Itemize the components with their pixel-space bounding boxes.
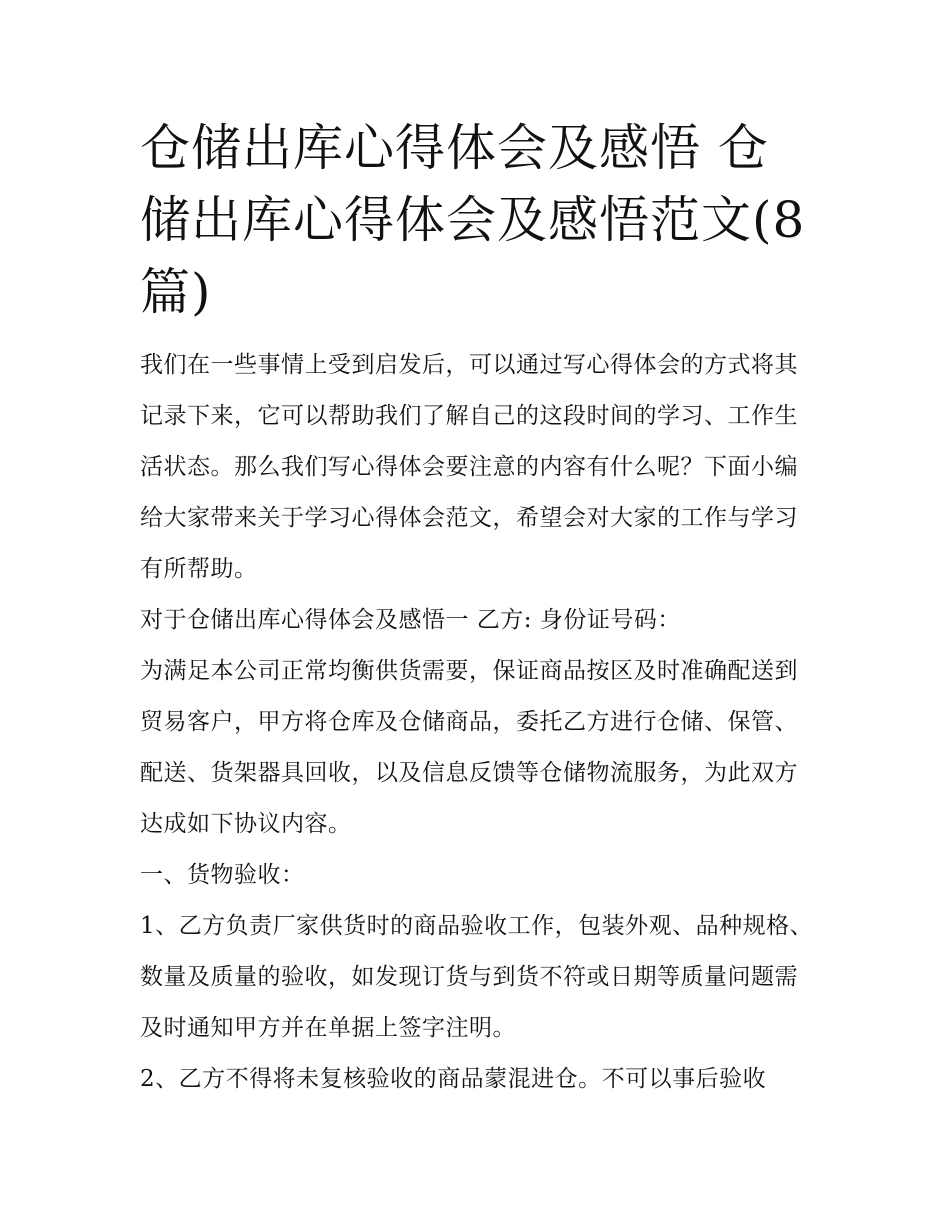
- clause-2-paragraph: 2、乙方不得将未复核验收的商品蒙混进仓。不可以事后验收: [140, 1066, 767, 1092]
- intro-paragraph: 我们在一些事情上受到启发后，可以通过写心得体会的方式将其记录下来，它可以帮助我们了解自己的这段时间的学习、工作生活状态。那么我们写心得体会要注意的内容有什么呢？下面小编给大家带来关于学习心得体会范文，希望会对大家的工作与学习有所帮助。: [140, 352, 798, 582]
- purpose-paragraph: 为满足本公司正常均衡供货需要，保证商品按区及时准确配送到贸易客户，甲方将仓库及仓储商品，委托乙方进行仓储、保管、配送、货架器具回收，以及信息反馈等仓储物流服务，为此双方达成如下协议内容。: [140, 658, 798, 837]
- clause-1-paragraph: 1、乙方负责厂家供货时的商品验收工作，包装外观、品种规格、数量及质量的验收，如发现订货与到货不符或日期等质量问题需及时通知甲方并在单据上签字注明。: [140, 913, 814, 1041]
- document-body: [140, 112, 815, 1105]
- section-heading-party: 对于仓储出库心得体会及感悟一 乙方: 身份证号码：: [140, 607, 681, 633]
- document-title: 仓储出库心得体会及感悟 仓储出库心得体会及感悟范文(8篇): [140, 119, 806, 321]
- section-heading-acceptance: 一、货物验收：: [140, 862, 305, 888]
